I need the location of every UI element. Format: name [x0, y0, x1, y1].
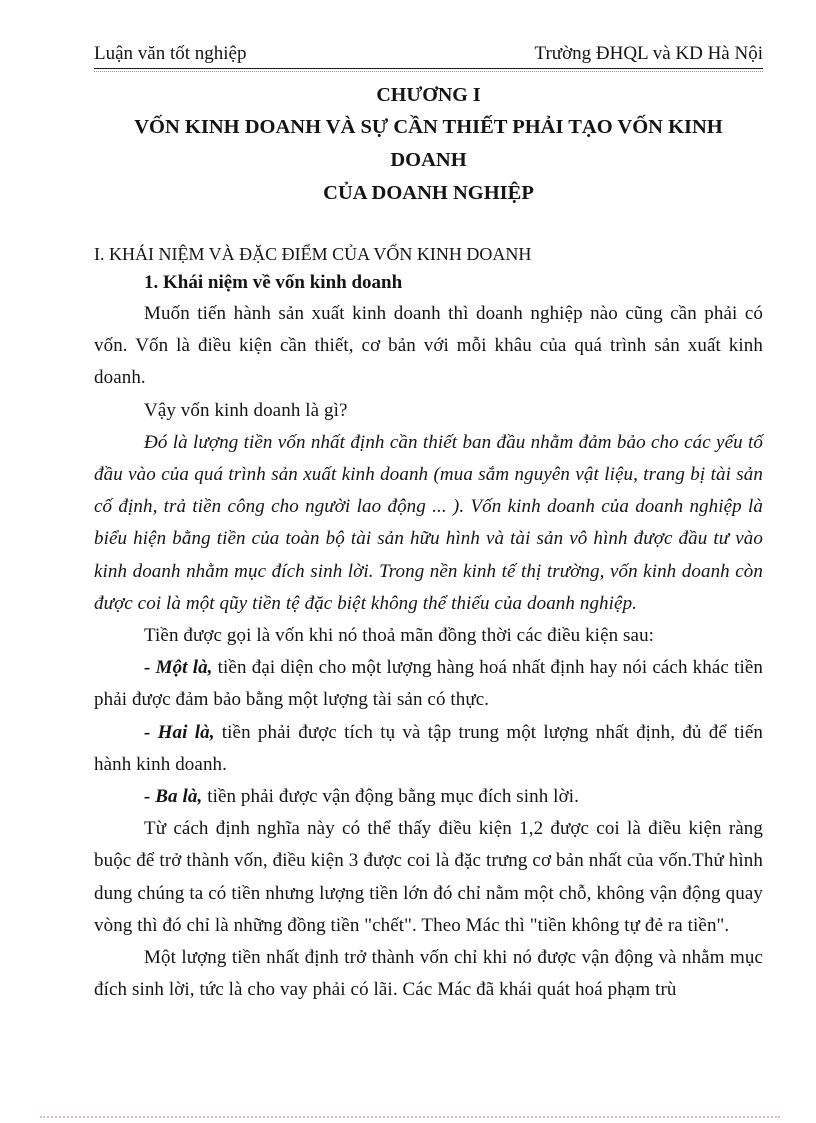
- paragraph-9: Một lượng tiền nhất định trở thành vốn chỉ khi nó được vận động và nhằm mục đích sinh lời, tức là cho vay phải có lãi. Các Mác đã khái quát hoá phạm trù: [94, 947, 763, 1001]
- chapter-title-line-1: VỐN KINH DOANH VÀ SỰ CẦN THIẾT PHẢI TẠO VỐN KINH DOANH: [134, 116, 723, 171]
- paragraph-5-condition-1: [94, 652, 763, 716]
- chapter-label: CHƯƠNG I: [376, 84, 481, 106]
- section-heading: I. KHÁI NIỆM VÀ ĐẶC ĐIỂM CỦA VỐN KINH DOANH: [94, 244, 532, 264]
- header-right-text: Trường ĐHQL và KD Hà Nội: [534, 43, 763, 64]
- condition-1-text: tiền đại diện cho một lượng hàng hoá nhất định hay nói cách khác tiền phải được đảm bảo bằng một lượng tài sản có thực.: [94, 657, 763, 711]
- condition-1-lead: - Một là,: [144, 657, 213, 679]
- paragraph-1: Muốn tiến hành sản xuất kinh doanh thì doanh nghiệp nào cũng cần phải có vốn. Vốn là điều kiện cần thiết, cơ bản với mỗi khâu của quá trình sản xuất kinh doanh.: [94, 303, 763, 389]
- condition-3-text: tiền phải được vận động bằng mục đích sinh lời.: [202, 786, 579, 808]
- chapter-title: [94, 111, 763, 210]
- condition-3-lead: - Ba là,: [144, 786, 203, 808]
- header-left-text: Luận văn tốt nghiệp: [94, 43, 247, 64]
- header-dotted-rule: [94, 71, 763, 72]
- paragraph-3-definition: Đó là lượng tiền vốn nhất định cần thiết ban đầu nhằm đảm bảo cho các yếu tố đầu vào của quá trình sản xuất kinh doanh (mua sắm nguyên vật liệu, trang bị tài sản cố định, trả tiền công cho người lao động ... ). Vốn kinh doanh của doanh nghiệp là biểu hiện bằng tiền của toàn bộ tài sản hữu hình và tài sản vô hình được đầu tư vào kinh doanh nhằm mục đích sinh lời. Trong nền kinh tế thị trường, vốn kinh doanh còn được coi là một qũy tiền tệ đặc biệt không thể thiếu của doanh nghiệp.: [94, 431, 763, 614]
- condition-2-text: tiền phải được tích tụ và tập trung một lượng nhất định, đủ để tiến hành kinh doanh.: [94, 721, 763, 775]
- paragraph-2: Vậy vốn kinh doanh là gì?: [144, 399, 348, 421]
- document-body: [94, 298, 763, 1006]
- bottom-dotted-divider: [40, 1116, 780, 1118]
- paragraph-6-condition-2: [94, 717, 763, 781]
- paragraph-7-condition-3: [94, 781, 763, 813]
- paragraph-8: Từ cách định nghĩa này có thể thấy điều kiện 1,2 được coi là điều kiện ràng buộc để trở thành vốn, điều kiện 3 được coi là đặc trưng cơ bản nhất của vốn.Thử hình dung chúng ta có tiền nhưng lượng tiền lớn đó chỉ nằm một chỗ, không vận động quay vòng thì đó chỉ là những đồng tiền "chết". Theo Mác thì "tiền không tự đẻ ra tiền".: [94, 818, 763, 936]
- page-header: [94, 42, 763, 69]
- chapter-title-line-2: CỦA DOANH NGHIỆP: [323, 182, 534, 204]
- condition-2-lead: - Hai là,: [144, 721, 215, 743]
- subsection-heading: 1. Khái niệm về vốn kinh doanh: [144, 272, 403, 293]
- paragraph-4: Tiền được gọi là vốn khi nó thoả mãn đồng thời các điều kiện sau:: [144, 625, 655, 647]
